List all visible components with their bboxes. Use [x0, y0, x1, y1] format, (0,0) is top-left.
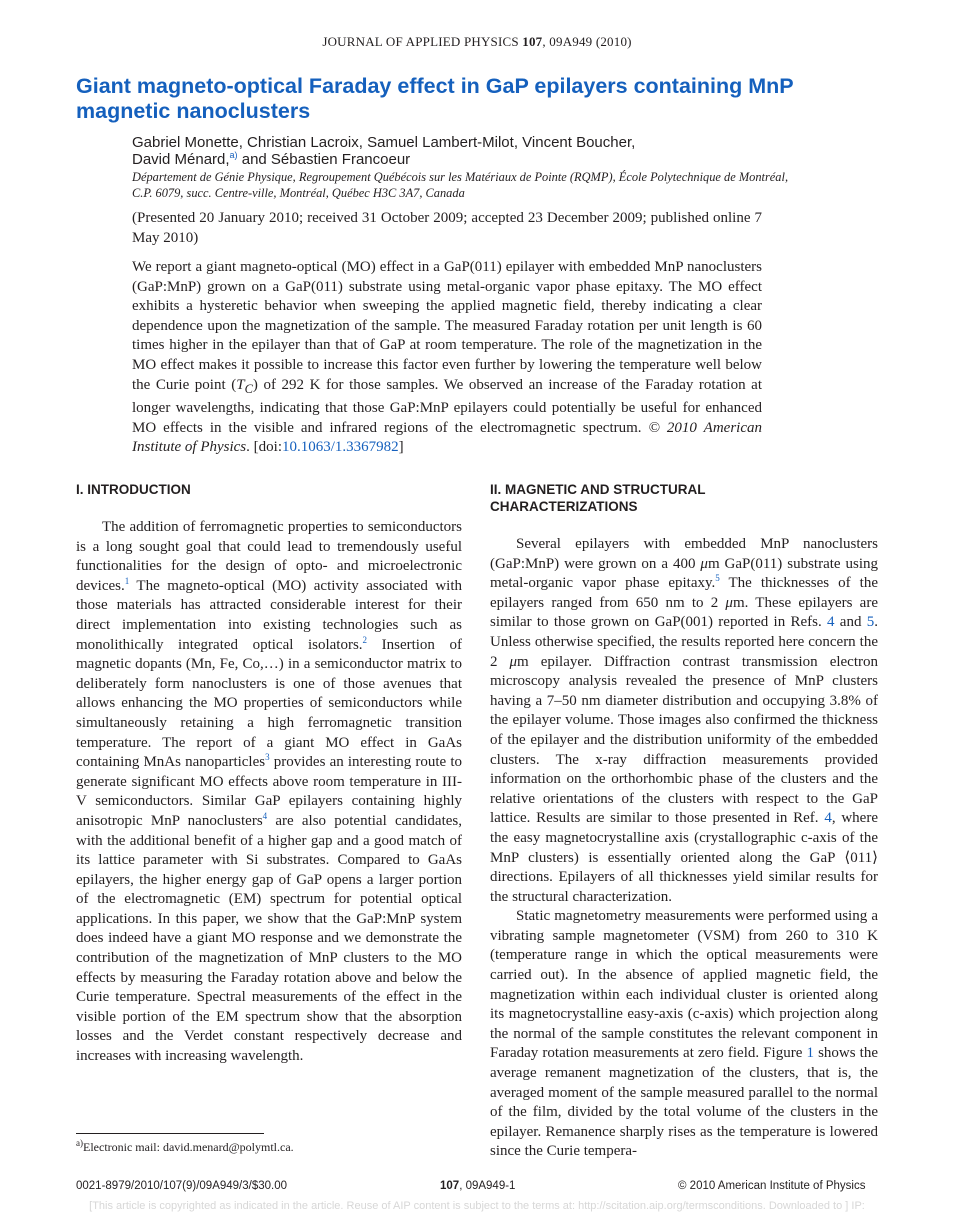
journal-header [0, 34, 954, 50]
footnote-text: Electronic mail: david.menard@polymtl.ca. [83, 1140, 294, 1154]
footer-page [440, 1180, 515, 1192]
char-paragraph-2 [490, 907, 878, 1162]
doi-link[interactable]: 10.1063/1.3367982 [282, 439, 399, 456]
mu-symbol: μ [725, 594, 733, 611]
journal-volume: 107 [522, 34, 543, 49]
intro-text-a: The addition of ferromagnetic properties to semiconductors is a long sought goal that could lead to tremendously useful functionalities for the design of opto- and microelectronic devices. [76, 519, 462, 594]
char-text-h: , where the easy magnetocrystalline axis (crystallographic c-axis of the MnP clusters) is essentially oriented along the GaP ⟨011⟩ directions. Epilayers of all thicknesses yield similar results for the structural characterization. [490, 810, 878, 905]
authors-line-1: Gabriel Monette, Christian Lacroix, Samuel Lambert-Milot, Vincent Boucher, [132, 134, 636, 151]
journal-article-year: , 09A949 (2010) [542, 34, 632, 49]
abstract-text-2: ) of 292 K for those samples. We observed an increase of the Faraday rotation at longer wavelengths, indicating that those GaP:MnP epilayers could potentially be useful for enhanced MO effects in the visible and infrared regions of the electromagnetic spectrum. [132, 376, 762, 436]
footnote [76, 1140, 456, 1155]
doi-suffix: ] [398, 439, 404, 456]
mu-symbol: μ [509, 653, 518, 670]
ref-4-link[interactable]: 4 [824, 810, 832, 827]
ref-5-link[interactable]: 5 [866, 614, 875, 631]
footnote-divider [76, 1133, 264, 1134]
introduction-column [76, 518, 462, 1067]
footer-issn: 0021-8979/2010/107(9)/09A949/3/$30.00 [76, 1180, 288, 1192]
char-text-f: . Unless otherwise specified, the results reported here concern the 2 [490, 614, 878, 670]
char-text-g: m epilayer. Diffraction contrast transmission electron microscopy analysis revealed the presence of MnP clusters having a 7–50 nm diameter distribution and occupying 3.8% of the epilayer volume. Those images also confirmed the thickness of the epilayer and the distribution uniformity of the embedded clusters. The x-ray diffraction measurements provided information on the orthorhombic phase of the clusters and the relative orientations of the clusters with respect to the GaP lattice. Results are similar to those presented in Ref. [490, 653, 878, 827]
characterization-column [490, 535, 878, 1162]
char-paragraph-1 [490, 535, 878, 907]
download-watermark: [This article is copyrighted as indicated in the article. Reuse of AIP content is subject to the terms at: http://scitation.aip.org/termsconditions. Downloaded to ] IP: [89, 1200, 865, 1212]
footer-page-number: , 09A949-1 [459, 1180, 516, 1192]
char-text-c: The thicknesses of the epilayers ranged from 650 nm to 2 [490, 575, 878, 611]
footnote-mark: a) [76, 1138, 83, 1148]
char-text-i: Static magnetometry measurements were performed using a vibrating sample magnetometer (VSM) from 260 to 310 K (temperature range in which the optical measurements were carried out). In the absence of applied magnetic field, the magnetization within each individual cluster is oriented along its magnetocrystalline easy-axis (c-axis) which projection along the normal of the sample constitutes the relevant component in Faraday rotation measurements at zero field. Figure [490, 908, 878, 1062]
section-2-heading [490, 481, 706, 515]
authors-line-2-rest: and Sébastien Francoeur [237, 151, 411, 168]
abstract-text-1: We report a giant magneto-optical (MO) effect in a GaP(011) epilayer with embedded MnP nanoclusters (GaP:MnP) grown on a GaP(011) substrate using metal-organic vapor phase epitaxy. The MO effect exhibits a hysteretic behavior when sweeping the applied magnetic field, thereby indicating a clear dependence upon the magnetization of the sample. The measured Faraday rotation per unit length is 60 times higher in the epilayer than that of GaP at room temperature. The role of the magnetization in the MO effect makes it possible to increase this factor even further by lowering the temperature well below the Curie point ( [132, 259, 762, 393]
footer-volume: 107 [440, 1180, 460, 1192]
intro-text-e: are also potential candidates, with the additional benefit of a higher gap and a good match of its lattice parameter with Si substrates. Compared to GaAs epilayers, the higher energy gap of GaP opens a larger portion of the electromagnetic (EM) spectrum for potential optical applications. In this paper, we show that the GaP:MnP system does indeed have a giant MO response and we demonstrate the contribution of the magnetization of MnP clusters to the MO effects by measuring the Faraday rotation above and below the Curie temperature. Spectral measurements of the effect in the visible portion of the EM spectrum show that the absorption losses and the Verdet constant respectively decrease and increases with increasing wavelength. [76, 812, 462, 1065]
ref-4-link[interactable]: 4 [827, 614, 835, 631]
char-text-b: m GaP(011) substrate using metal-organic vapor phase epitaxy. [490, 555, 878, 592]
section-1-heading: I. INTRODUCTION [76, 482, 191, 497]
affiliation: Département de Génie Physique, Regroupement Québécois sur les Matériaux de Pointe (RQMP), École Polytechnique de Montréal, C.P. 6079, succ. Centre-ville, Montréal, Québec H3C 3A7, Canada [132, 170, 789, 200]
abstract-copyright: © 2010 American Institute of Physics [132, 419, 762, 456]
footer-copyright: © 2010 American Institute of Physics [678, 1180, 866, 1192]
char-text-j: shows the average remanent magnetization of the clusters, that is, the averaged moment of the sample measured parallel to the normal of the film, divided by the total volume of the clusters in the epilayer. Remanence sharply rises as the temperature is lowered since the Curie tempera- [490, 1045, 878, 1160]
ref-2-link[interactable]: 2 [362, 634, 368, 645]
intro-paragraph-1 [76, 518, 462, 1067]
section-2-heading-line-1: II. MAGNETIC AND STRUCTURAL [490, 482, 706, 497]
doi-prefix: . [doi: [246, 439, 282, 456]
curie-symbol: T [236, 376, 245, 393]
intro-text-b: The magneto-optical (MO) activity associated with those materials has attracted considerable interest for their direct implementation into existing technologies such as monolithically integrated optical isolators. [76, 577, 462, 653]
section-2-heading-line-2: CHARACTERIZATIONS [490, 499, 638, 514]
ref-4-link[interactable]: 4 [262, 810, 268, 821]
abstract [132, 258, 762, 458]
paper-title: Giant magneto-optical Faraday effect in GaP epilayers containing MnP magnetic nanoclusters [76, 74, 794, 123]
ref-3-link[interactable]: 3 [265, 752, 270, 763]
char-text-e: and [834, 614, 867, 631]
intro-text-c: Insertion of magnetic dopants (Mn, Fe, Co,…) in a semiconductor matrix to deliberately form nanoclusters is one of those avenues that allows enhancing the MO properties of semiconductors while simultaneously retaining a high ferromagnetic transition temperature. The report of a giant MO effect in GaAs containing MnAs nanoparticles [76, 636, 462, 771]
mu-symbol: μ [700, 555, 708, 572]
figure-1-link[interactable]: 1 [806, 1045, 814, 1062]
publication-dates: (Presented 20 January 2010; received 31 October 2009; accepted 23 December 2009; published online 7 May 2010) [132, 210, 762, 246]
ref-1-link[interactable]: 1 [124, 575, 130, 586]
curie-subscript: C [244, 381, 253, 396]
author-footnote-mark[interactable]: a) [229, 150, 238, 160]
ref-5-link[interactable]: 5 [715, 573, 720, 584]
authors-line-2 [132, 151, 832, 168]
intro-text-d: provides an interesting route to generate significant MO effects above room temperature in III-V semiconductors. Similar GaP epilayers containing highly anisotropic MnP nanoclusters [76, 754, 463, 829]
char-text-d: m. These epilayers are similar to those grown on GaP(001) reported in Refs. [490, 594, 878, 631]
corresponding-author: David Ménard, [132, 151, 230, 168]
journal-name: JOURNAL OF APPLIED PHYSICS [322, 34, 519, 49]
author-list [132, 134, 832, 168]
char-text-a: Several epilayers with embedded MnP nanoclusters (GaP:MnP) were grown on a 400 [490, 536, 878, 572]
